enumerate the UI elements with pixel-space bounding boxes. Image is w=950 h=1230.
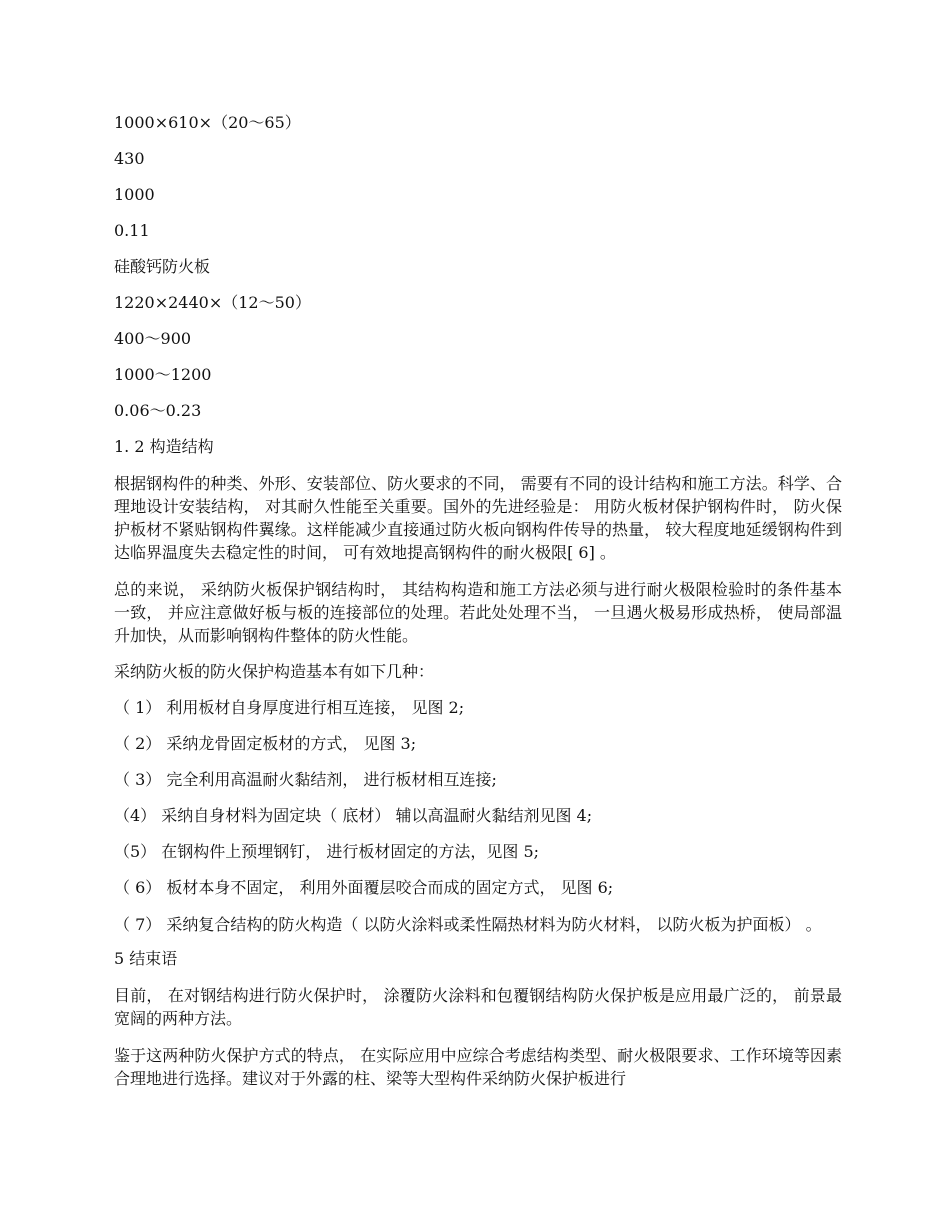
list-item: （4） 采纳自身材料为固定块（ 底材） 辅以高温耐火黏结剂见图 4;: [114, 806, 593, 825]
list-intro: 采纳防火板的防火保护构造基本有如下几种：: [114, 662, 435, 681]
table-value-conductivity: 0.11: [114, 221, 150, 240]
list-item: （ 1） 利用板材自身厚度进行相互连接， 见图 2;: [114, 698, 465, 717]
list-item: （ 7） 采纳复合结构的防火构造（ 以防火涂料或柔性隔热材料为防火材料， 以防火板为护面板） 。: [114, 915, 822, 934]
paragraph: 鉴于这两种防火保护方式的特点， 在实际应用中应综合考虑结构类型、耐火极限要求、工作环境等因素合理地进行选择。建议对于外露的柱、梁等大型构件采纳防火保护板进行: [114, 1046, 842, 1088]
list-item: （ 2） 采纳龙骨固定板材的方式， 见图 3;: [114, 734, 417, 753]
list-item: （ 6） 板材本身不固定， 利用外面覆层咬合而成的固定方式， 见图 6;: [114, 878, 614, 897]
paragraph: 根据钢构件的种类、外形、安装部位、防火要求的不同， 需要有不同的设计结构和施工方法。科学、合理地设计安装结构， 对其耐久性能至关重要。国外的先进经验是： 用防火板材保护钢构件时， 防火保护板材不紧贴钢构件翼缘。这样能减少直接通过防火板向钢构件传导的热量， 较大程度地延缓钢构件到达临界温度失去稳定性的时间， 可有效地提高钢构件的耐火极限[ 6] 。: [114, 474, 842, 562]
document-page: [114, 112, 842, 1104]
list-item: （ 3） 完全利用高温耐火黏结剂， 进行板材相互连接;: [114, 770, 497, 789]
table-value-size: 1000×610×（20～65）: [114, 113, 301, 132]
table-value-temperature: 1000～1200: [114, 365, 212, 384]
table-value-size: 1220×2440×（12～50）: [114, 293, 311, 312]
section-heading-5: 5 结束语: [114, 949, 178, 968]
table-value-conductivity: 0.06～0.23: [114, 401, 202, 420]
list-item: （5） 在钢构件上预埋钢钉， 进行板材固定的方法，见图 5;: [114, 842, 540, 861]
section-heading-1-2: 1. 2 构造结构: [114, 437, 214, 456]
paragraph: 总的来说， 采纳防火板保护钢结构时， 其结构构造和施工方法必须与进行耐火极限检验时的条件基本一致， 并应注意做好板与板的连接部位的处理。若此处处理不当， 一旦遇火极易形成热桥， 使局部温升加快，从而影响钢构件整体的防火性能。: [114, 580, 842, 645]
table-value-density: 430: [114, 149, 145, 168]
paragraph: 目前， 在对钢结构进行防火保护时， 涂覆防火涂料和包覆钢结构防火保护板是应用最广泛的， 前景最宽阔的两种方法。: [114, 986, 842, 1028]
table-value-density: 400～900: [114, 329, 192, 348]
table-value-material-name: 硅酸钙防火板: [114, 257, 211, 276]
table-value-temperature: 1000: [114, 185, 155, 204]
